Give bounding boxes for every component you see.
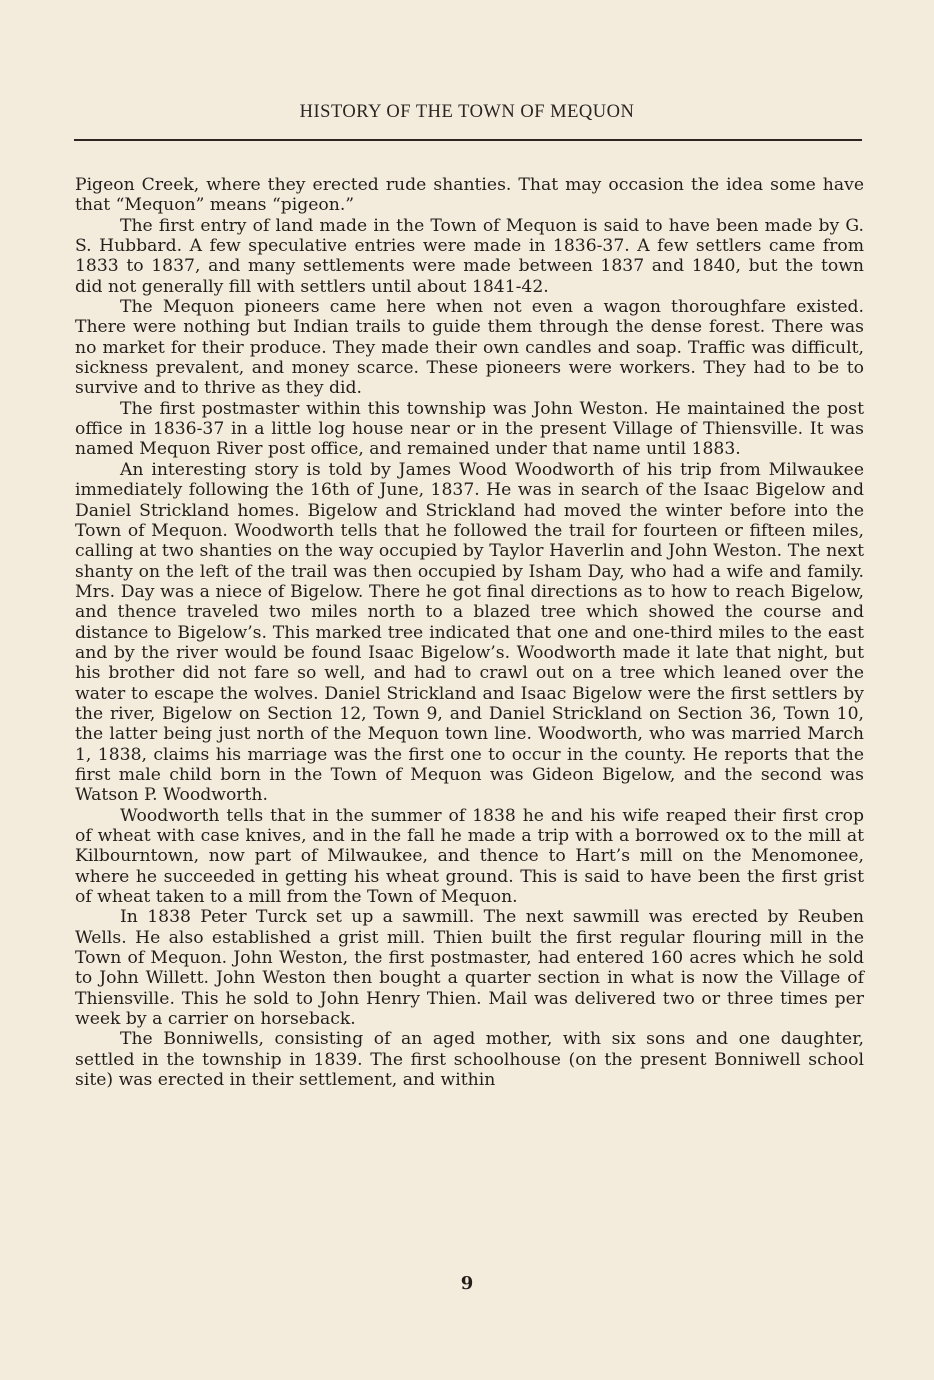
running-header: HISTORY OF THE TOWN OF MEQUON xyxy=(299,102,635,122)
paragraph-6: Woodworth tells that in the summer of 1838 he and his wife reaped their first crop of wheat with case knives, and in the fall he made a trip with a borrowed ox to the mill at Kilbourntown, now part of Milwaukee, and thence to Hart’s mill on the Menomonee, where he succeeded in getting his wheat ground. This is said to have been the first grist of wheat taken to a mill from the Town of Mequon. xyxy=(75,805,864,908)
paragraph-4: The first postmaster within this township was John Weston. He maintained the post office in 1836-37 in a little log house near or in the present Village of Thiensville. It was named Mequon River post office, and remained under that name until 1883. xyxy=(75,398,864,460)
paragraph-1: Pigeon Creek, where they erected rude shanties. That may occasion the idea some have that “Mequon” means “pigeon.” xyxy=(75,175,864,216)
body-text xyxy=(75,175,864,1090)
paragraph-7: In 1838 Peter Turck set up a sawmill. The next sawmill was erected by Reuben Wells. He also established a grist mill. Thien built the first regular flouring mill in the Town of Mequon. John Weston, the first postmaster, had entered 160 acres which he sold to John Willett. John Weston then bought a quarter section in what is now the Village of Thiensville. This he sold to John Henry Thien. Mail was delivered two or three times per week by a carrier on horseback. xyxy=(75,907,864,1030)
paragraph-3: The Mequon pioneers came here when not even a wagon thoroughfare existed. There were nothing but Indian trails to guide them through the dense forest. There was no market for their produce. They made their own candles and soap. Traffic was difficult, sickness prevalent, and money scarce. These pioneers were workers. They had to be to survive and to thrive as they did. xyxy=(75,297,864,399)
paragraph-2: The first entry of land made in the Town of Mequon is said to have been made by G. S. Hubbard. A few speculative entries were made in 1836-37. A few settlers came from 1833 to 1837, and many settlements were made between 1837 and 1840, but the town did not generally fill with settlers until about 1841-42. xyxy=(75,215,864,297)
page-number: 9 xyxy=(460,1273,474,1294)
header-rule xyxy=(74,139,862,141)
paragraph-8: The Bonniwells, consisting of an aged mother, with six sons and one daughter, settled in the township in 1839. The first schoolhouse (on the present Bonniwell school site) was erected in their settlement, and within xyxy=(75,1029,864,1091)
paragraph-5: An interesting story is told by James Wood Woodworth of his trip from Milwaukee immediately following the 16th of June, 1837. He was in search of the Isaac Bigelow and Daniel Strickland homes. Bigelow and Strickland had moved the winter before into the Town of Mequon. Woodworth tells that he followed the trail for fourteen or fifteen miles, calling at two shanties on the way occupied by Taylor Haverlin and John Weston. The next shanty on the left of the trail was then occupied by Isham Day, who had a wife and family. Mrs. Day was a niece of Bigelow. There he got final directions as to how to reach Bigelow, and thence traveled two miles north to a blazed tree which showed the course and distance to Bigelow’s. This marked tree indicated that one and one-third miles to the east and by the river would be found Isaac Bigelow’s. Woodworth made it late that night, but his brother did not fare so well, and had to crawl out on a tree which leaned over the water to escape the wolves. Daniel Strickland and Isaac Bigelow were the first settlers by the river, Bigelow on Section 12, Town 9, and Daniel Strickland on Section 36, Town 10, the latter being just north of the Mequon town line. Woodworth, who was married March 1, 1838, claims his marriage was the first one to occur in the county. He reports that the first male child born in the Town of Mequon was Gideon Bigelow, and the second was Watson P. Woodworth. xyxy=(75,459,864,806)
